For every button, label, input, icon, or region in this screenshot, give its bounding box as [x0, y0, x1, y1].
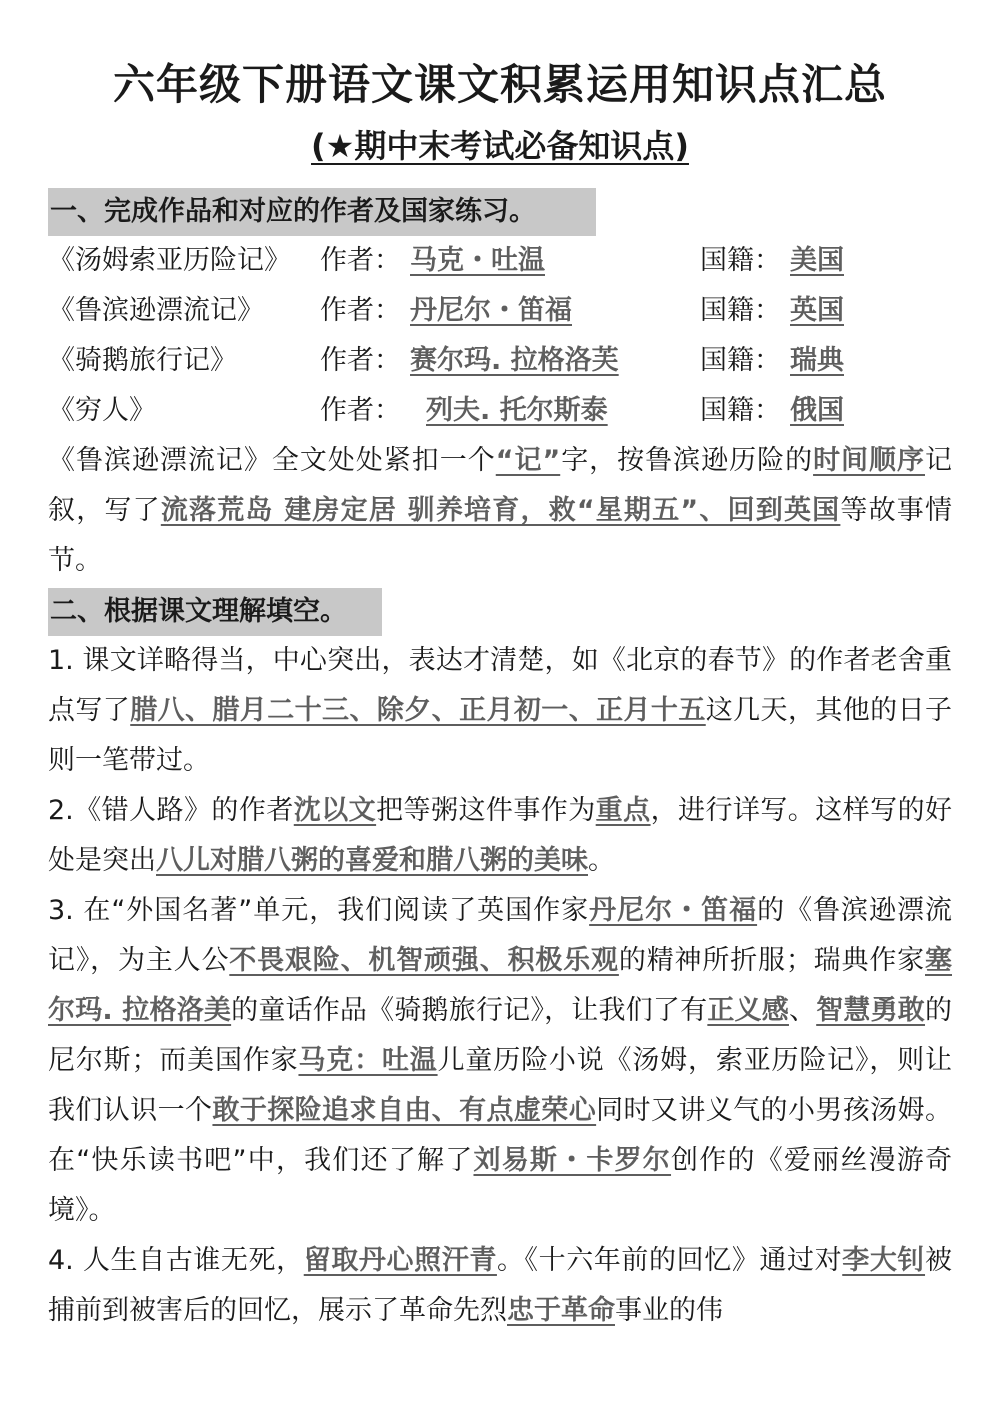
text: 事业的伟 [615, 1295, 723, 1326]
country-label: 国籍： [700, 295, 781, 326]
author-row-1 [48, 236, 952, 286]
answer-blank: 丹尼尔・笛福 [589, 895, 758, 926]
answer-blank: 刘易斯・卡罗尔 [473, 1145, 672, 1176]
author-row-2 [48, 286, 952, 336]
text: 把等粥这件事作为 [376, 795, 596, 826]
robinson-paragraph [48, 436, 952, 586]
country-label: 国籍： [700, 345, 781, 376]
text: 《鲁滨逊漂流记》全文处处紧扣一个 [48, 445, 496, 476]
text: 。 [588, 845, 615, 876]
document-subtitle [48, 122, 952, 170]
author-row-3 [48, 336, 952, 386]
answer-blank: 智慧勇敢 [816, 995, 926, 1026]
section-1-heading: 一、完成作品和对应的作者及国家练习。 [48, 188, 596, 236]
country-label: 国籍： [700, 395, 781, 426]
book-title: 《穷人》 [48, 395, 156, 426]
question-2 [48, 786, 952, 886]
question-3 [48, 886, 952, 1236]
book-title: 《汤姆索亚历险记》 [48, 245, 291, 276]
text: ，进行详写。这样写的好处是突出 [48, 795, 953, 876]
author-label: 作者： [320, 395, 401, 426]
answer-blank: 留取丹心照汗青 [303, 1245, 497, 1276]
answer-blank: 塞尔玛. 拉格洛美 [48, 945, 952, 1026]
text: 。《十六年前的回忆》通过对 [496, 1245, 843, 1276]
text: 的童话作品《骑鹅旅行记》，让我们了有 [231, 995, 708, 1026]
text: 3. 在“外国名著”单元，我们阅读了英国作家 [48, 895, 590, 926]
text: 等故事情节。 [48, 495, 952, 576]
country-answer: 美国 [790, 245, 844, 276]
answer-blank: 重点 [595, 795, 651, 826]
answer-blank: 沈以文 [293, 795, 377, 826]
text: 的尼尔斯；而美国作家 [48, 995, 953, 1076]
text: 1. 课文详略得当，中心突出，表达才清楚，如《北京的春节》的作者老舍重点写了 [48, 645, 952, 726]
book-title: 《骑鹅旅行记》 [48, 345, 237, 376]
subtitle-text: (★期中末考试必备知识点) [311, 127, 689, 165]
answer-blank: 腊八、腊月二十三、除夕、正月初一、正月十五 [130, 695, 706, 726]
author-row-4 [48, 386, 952, 436]
text: 的精神所折服；瑞典作家 [618, 945, 925, 976]
question-1 [48, 636, 952, 786]
answer-blank: 不畏艰险、机智顽强、积极乐观 [229, 945, 619, 976]
text: 记叙，写了 [48, 445, 952, 526]
answer-blank: 八儿对腊八粥的喜爱和腊八粥的美味 [156, 845, 588, 876]
author-answer: 马克・吐温 [410, 245, 545, 276]
text: 4. 人生自古谁无死， [48, 1245, 304, 1276]
country-answer: 英国 [790, 295, 844, 326]
text: 同时又讲义气的小男孩汤姆。在“快乐读书吧”中，我们还了解了 [48, 1095, 952, 1176]
text: 这几天，其他的日子则一笔带过。 [48, 695, 952, 776]
answer-blank: 李大钊 [842, 1245, 926, 1276]
text: 被捕前到被害后的回忆，展示了革命先烈 [48, 1245, 953, 1326]
answer-blank: “记” [495, 445, 561, 476]
country-answer: 瑞典 [790, 345, 844, 376]
author-answer: 赛尔玛. 拉格洛芙 [410, 345, 619, 376]
author-label: 作者： [320, 245, 401, 276]
answer-blank: 马克：吐温 [298, 1045, 438, 1076]
author-label: 作者： [320, 295, 401, 326]
text: 的《鲁滨逊漂流记》，为主人公 [48, 895, 953, 976]
author-label: 作者： [320, 345, 401, 376]
answer-blank: 敢于探险追求自由、有点虚荣心 [212, 1095, 597, 1126]
text: 、 [788, 995, 817, 1026]
answer-blank: 时间顺序 [813, 445, 925, 476]
text: 字，按鲁滨逊历险的 [560, 445, 814, 476]
book-title: 《鲁滨逊漂流记》 [48, 295, 264, 326]
answer-blank: 正义感 [707, 995, 789, 1026]
text: 2.《错人路》的作者 [48, 795, 294, 826]
section-2-heading: 二、根据课文理解填空。 [48, 588, 382, 636]
country-answer: 俄国 [790, 395, 844, 426]
document-title: 六年级下册语文课文积累运用知识点汇总 [112, 60, 887, 109]
author-answer: 丹尼尔・笛福 [410, 295, 572, 326]
answer-blank: 忠于革命 [507, 1295, 615, 1326]
answer-blank: 流落荒岛 建房定居 驯养培育，救“星期五”、回到英国 [160, 495, 841, 526]
author-answer: 列夫. 托尔斯泰 [426, 395, 608, 426]
text: 儿童历险小说《汤姆，索亚历险记》，则让我们认识一个 [48, 1045, 952, 1126]
text: 创作的《爱丽丝漫游奇境》。 [48, 1145, 953, 1226]
country-label: 国籍： [700, 245, 781, 276]
question-4 [48, 1236, 952, 1336]
